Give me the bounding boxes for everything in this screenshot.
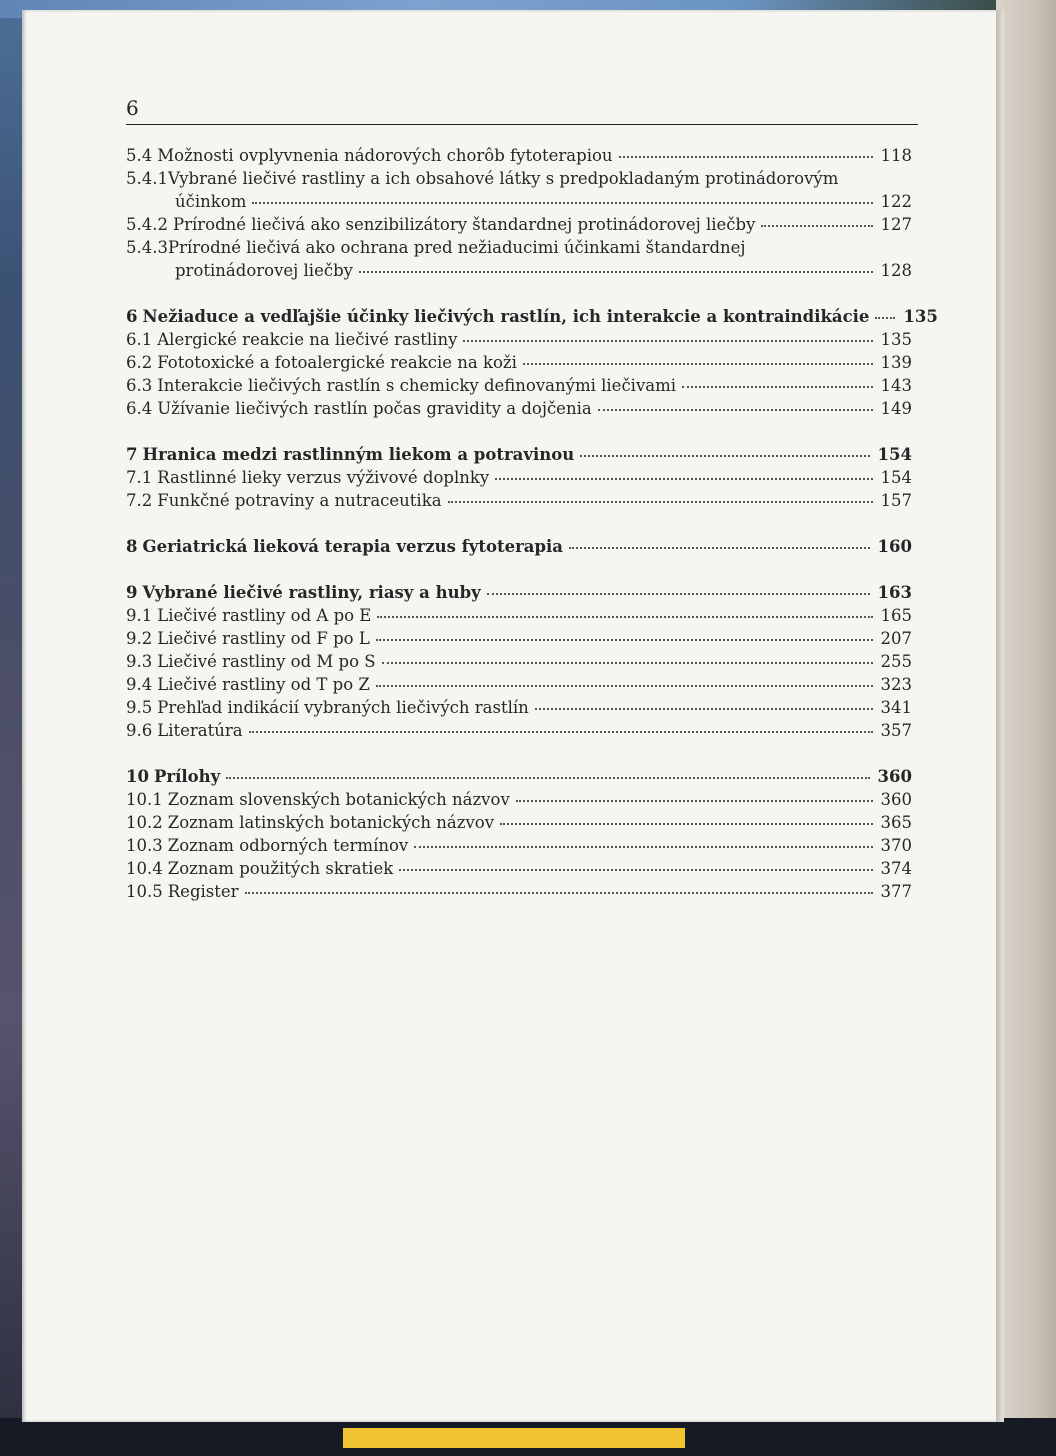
toc-entry[interactable] <box>126 811 912 834</box>
toc-entry[interactable] <box>126 397 912 420</box>
toc-entry-number: 10.1 <box>126 790 163 809</box>
dot-leader <box>245 892 873 894</box>
toc-page-number: 154 <box>880 468 912 487</box>
toc-page-number: 128 <box>880 261 912 280</box>
toc-entry-title-line1: Prírodné liečivá ako ochrana pred nežiaducimi účinkami štandardnej <box>167 238 746 257</box>
toc-entry[interactable] <box>126 466 912 489</box>
toc-page-number: 143 <box>880 376 912 395</box>
toc-entry[interactable] <box>126 259 912 282</box>
section-gap <box>126 282 912 305</box>
toc-page-number: 365 <box>880 813 912 832</box>
toc-entry-first-line[interactable] <box>126 167 912 190</box>
toc-page-number: 360 <box>880 790 912 809</box>
toc-page-number: 160 <box>877 537 912 556</box>
dot-leader <box>252 202 872 204</box>
toc-entry-number: 5.4.2 <box>126 215 168 234</box>
dot-leader <box>226 777 869 779</box>
toc-page-number: 360 <box>877 767 912 786</box>
toc-page-number: 118 <box>880 146 912 165</box>
dot-leader <box>875 317 895 319</box>
toc-entry[interactable] <box>126 696 912 719</box>
toc-entry-title: Vybrané liečivé rastliny, riasy a huby <box>142 583 481 602</box>
toc-entry-title: Prírodné liečivá ako senzibilizátory štandardnej protinádorovej liečby <box>172 215 756 234</box>
dot-leader <box>761 225 872 227</box>
dot-leader <box>619 156 873 158</box>
toc-entry-title: Možnosti ovplyvnenia nádorových chorôb fytoterapiou <box>157 146 613 165</box>
toc-page-number: 374 <box>880 859 912 878</box>
toc-entry[interactable] <box>126 788 912 811</box>
toc-page-number: 341 <box>880 698 912 717</box>
toc-entry-title: protinádorovej liečby <box>175 261 353 280</box>
dot-leader <box>359 271 873 273</box>
toc-entry-number: 6 <box>126 307 138 326</box>
dot-leader <box>682 386 872 388</box>
toc-entry-title: Literatúra <box>157 721 243 740</box>
dot-leader <box>249 731 873 733</box>
toc-entry-first-line[interactable] <box>126 236 912 259</box>
toc-page-number: 135 <box>880 330 912 349</box>
toc-entry-title: Liečivé rastliny od T po Z <box>157 675 370 694</box>
toc-entry-number: 6.1 <box>126 330 153 349</box>
toc-page-number: 165 <box>880 606 912 625</box>
toc-entry-title: Liečivé rastliny od M po S <box>157 652 376 671</box>
dot-leader <box>377 616 872 618</box>
toc-entry-number: 8 <box>126 537 138 556</box>
toc-entry-number: 9.5 <box>126 698 153 717</box>
toc-page-number: 135 <box>903 307 938 326</box>
toc-entry[interactable] <box>126 328 912 351</box>
toc-entry[interactable] <box>126 374 912 397</box>
toc-entry-title: Zoznam slovenských botanických názvov <box>167 790 510 809</box>
toc-page-number: 357 <box>880 721 912 740</box>
dot-leader <box>463 340 872 342</box>
toc-entry[interactable] <box>126 880 912 903</box>
toc-chapter-entry[interactable] <box>126 305 938 328</box>
toc-entry-title: účinkom <box>175 192 247 211</box>
toc-entry-title-line1: Vybrané liečivé rastliny a ich obsahové látky s predpokladaným protinádorovým <box>167 169 839 188</box>
table-of-contents <box>126 144 938 903</box>
dot-leader <box>535 708 873 710</box>
toc-chapter-entry[interactable] <box>126 443 912 466</box>
toc-entry-title: Zoznam použitých skratiek <box>167 859 394 878</box>
dot-leader <box>376 685 873 687</box>
toc-entry[interactable] <box>126 857 912 880</box>
toc-chapter-entry[interactable] <box>126 535 912 558</box>
toc-entry-number: 10.4 <box>126 859 163 878</box>
toc-entry-number: 6.2 <box>126 353 153 372</box>
toc-entry[interactable] <box>126 489 912 512</box>
dot-leader <box>598 409 873 411</box>
section-gap <box>126 420 912 443</box>
header-rule <box>126 124 918 125</box>
toc-entry-title: Prehľad indikácií vybraných liečivých rastlín <box>157 698 529 717</box>
toc-chapter-entry[interactable] <box>126 765 912 788</box>
book-cover-strip <box>343 1428 685 1448</box>
toc-entry-number: 10.3 <box>126 836 163 855</box>
toc-page-number: 127 <box>880 215 912 234</box>
toc-page-number: 122 <box>880 192 912 211</box>
toc-entry[interactable] <box>126 627 912 650</box>
toc-entry[interactable] <box>126 604 912 627</box>
dot-leader <box>500 823 872 825</box>
toc-entry-number: 9.1 <box>126 606 153 625</box>
toc-entry[interactable] <box>126 719 912 742</box>
toc-entry-title: Užívanie liečivých rastlín počas gravidity a dojčenia <box>157 399 592 418</box>
toc-entry[interactable] <box>126 144 912 167</box>
toc-entry[interactable] <box>126 190 912 213</box>
toc-entry-number: 5.4.3 <box>126 238 168 257</box>
toc-entry-title: Prílohy <box>153 767 221 786</box>
dot-leader <box>569 547 870 549</box>
toc-page-number: 377 <box>880 882 912 901</box>
toc-entry-number: 10.2 <box>126 813 163 832</box>
dot-leader <box>414 846 872 848</box>
toc-entry-title: Funkčné potraviny a nutraceutika <box>157 491 442 510</box>
scan-background-right <box>996 0 1056 1456</box>
dot-leader <box>376 639 873 641</box>
toc-entry-title: Nežiaduce a vedľajšie účinky liečivých rastlín, ich interakcie a kontraindikácie <box>142 307 870 326</box>
dot-leader <box>382 662 873 664</box>
toc-entry-number: 7.2 <box>126 491 153 510</box>
toc-entry-number: 9 <box>126 583 138 602</box>
page-number: 6 <box>126 96 139 120</box>
toc-page-number: 163 <box>877 583 912 602</box>
dot-leader <box>399 869 872 871</box>
dot-leader <box>580 455 869 457</box>
toc-entry[interactable] <box>126 650 912 673</box>
toc-entry-number: 7 <box>126 445 138 464</box>
toc-entry[interactable] <box>126 213 912 236</box>
dot-leader <box>487 593 870 595</box>
section-gap <box>126 742 912 765</box>
page-edge <box>996 10 1004 1422</box>
toc-entry-number: 6.3 <box>126 376 153 395</box>
toc-entry-number: 9.2 <box>126 629 153 648</box>
section-gap <box>126 512 912 535</box>
toc-page-number: 323 <box>880 675 912 694</box>
toc-entry-title: Zoznam odborných termínov <box>167 836 409 855</box>
toc-entry-number: 9.3 <box>126 652 153 671</box>
toc-page-number: 139 <box>880 353 912 372</box>
toc-entry-number: 5.4 <box>126 146 153 165</box>
dot-leader <box>523 363 873 365</box>
toc-entry-title: Hranica medzi rastlinným liekom a potravinou <box>142 445 575 464</box>
toc-page-number: 149 <box>880 399 912 418</box>
toc-entry[interactable] <box>126 834 912 857</box>
toc-entry-title: Geriatrická lieková terapia verzus fytoterapia <box>142 537 563 556</box>
toc-entry-number: 9.4 <box>126 675 153 694</box>
toc-entry-number: 6.4 <box>126 399 153 418</box>
toc-entry-title: Interakcie liečivých rastlín s chemicky definovanými liečivami <box>157 376 677 395</box>
toc-entry[interactable] <box>126 351 912 374</box>
toc-page-number: 207 <box>880 629 912 648</box>
toc-entry-title: Liečivé rastliny od A po E <box>157 606 372 625</box>
toc-entry-number: 10.5 <box>126 882 163 901</box>
toc-entry-title: Register <box>167 882 239 901</box>
toc-entry-title: Fototoxické a fotoalergické reakcie na koži <box>157 353 517 372</box>
toc-entry-title: Zoznam latinských botanických názvov <box>167 813 495 832</box>
toc-entry-title: Rastlinné lieky verzus výživové doplnky <box>157 468 490 487</box>
dot-leader <box>495 478 872 480</box>
toc-page-number: 157 <box>880 491 912 510</box>
toc-entry-title: Alergické reakcie na liečivé rastliny <box>157 330 458 349</box>
dot-leader <box>516 800 873 802</box>
dot-leader <box>448 501 873 503</box>
toc-chapter-entry[interactable] <box>126 581 912 604</box>
toc-entry-number: 10 <box>126 767 149 786</box>
toc-entry[interactable] <box>126 673 912 696</box>
toc-entry-number: 7.1 <box>126 468 153 487</box>
toc-entry-number: 9.6 <box>126 721 153 740</box>
toc-entry-number: 5.4.1 <box>126 169 168 188</box>
toc-entry-title: Liečivé rastliny od F po L <box>157 629 370 648</box>
toc-page-number: 370 <box>880 836 912 855</box>
toc-page-number: 154 <box>877 445 912 464</box>
toc-page-number: 255 <box>880 652 912 671</box>
section-gap <box>126 558 912 581</box>
